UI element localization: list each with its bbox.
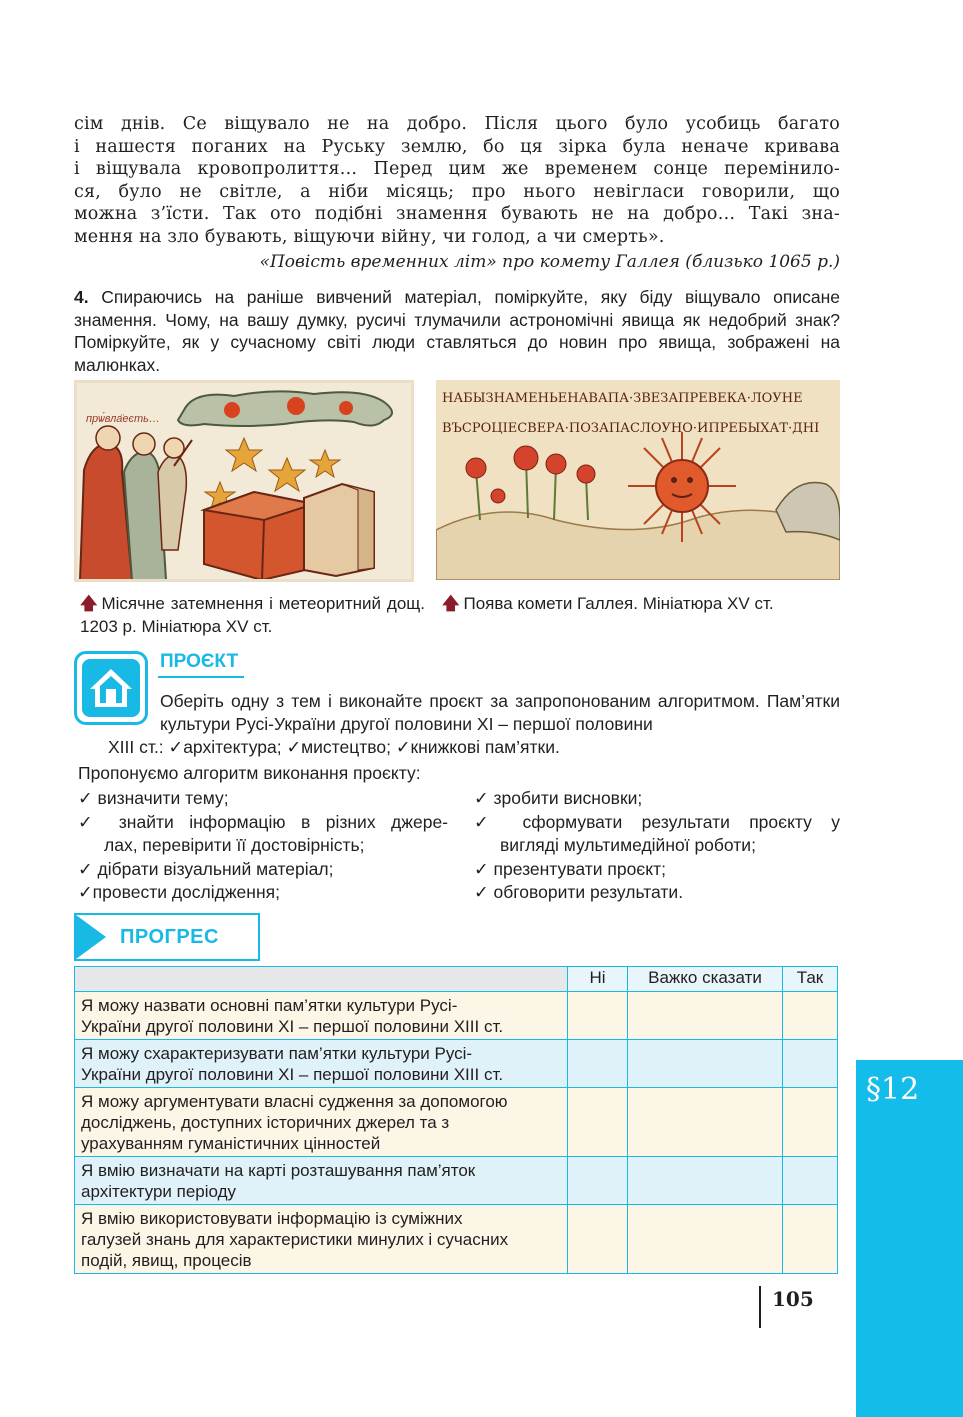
table-header-empty <box>75 967 568 992</box>
list-item: ✓ зробити висновки; <box>474 788 643 808</box>
project-home-icon <box>74 651 148 725</box>
right-image-caption <box>442 593 842 616</box>
row-text: Я можу схарактеризувати пам’ятки культури Русі- <box>81 1044 473 1063</box>
list-item: ✓ презентувати проєкт; <box>474 858 666 879</box>
algorithm-title: Пропонуємо алгоритм виконання проєкту: <box>78 763 421 783</box>
answer-cell-no[interactable] <box>568 992 628 1040</box>
algorithm-steps-left <box>78 787 448 905</box>
list-item: ✓ обговорити результати. <box>474 882 684 902</box>
answer-cell-yes[interactable] <box>783 1205 838 1274</box>
list-item: вигляді мультимедійної роботи; <box>500 835 756 855</box>
answer-cell-no[interactable] <box>568 1088 628 1157</box>
row-text: досліджень, доступних історичних джерел та з <box>81 1113 450 1132</box>
answer-cell-hard[interactable] <box>628 1205 783 1274</box>
miniature-lunar-eclipse-image <box>74 380 414 582</box>
self-assessment-table <box>74 966 838 1274</box>
answer-cell-hard[interactable] <box>628 992 783 1040</box>
row-text: Я можу аргументувати власні судження за допомогою <box>81 1092 508 1111</box>
answer-cell-no[interactable] <box>568 1205 628 1274</box>
list-item: ✓ дібрати візуальний матеріал; <box>78 858 334 879</box>
quote-source: «Повість временних літ» про комету Галлея (близько 1065 р.) <box>259 252 840 272</box>
project-intro-end: XIII ст.: ✓архітектура; ✓мистецтво; ✓книжкові пам’ятки. <box>108 737 560 757</box>
table-row <box>75 1157 838 1205</box>
up-arrow-icon: 🡅 <box>442 594 460 613</box>
answer-cell-no[interactable] <box>568 1157 628 1205</box>
right-caption-text: Поява комети Галлея. Мініатюра XV ст. <box>463 594 774 613</box>
row-text: Я вмію використовувати інформацію із суміжних <box>81 1209 463 1228</box>
section-sidebar <box>856 1060 963 1417</box>
section-number: §12 <box>866 1072 920 1107</box>
answer-cell-yes[interactable] <box>783 992 838 1040</box>
list-item: ✓провести дослідження; <box>78 882 280 902</box>
answer-cell-hard[interactable] <box>628 1040 783 1088</box>
answer-cell-hard[interactable] <box>628 1157 783 1205</box>
page-number: 105 <box>772 1287 814 1311</box>
answer-cell-yes[interactable] <box>783 1157 838 1205</box>
quote-line: ся, було не світле, а ніби місяць; про нього невігласи говорили, що <box>74 181 840 202</box>
table-header-no: Ні <box>568 967 628 992</box>
left-image-caption <box>80 593 425 638</box>
quote-line: і віщувала кровопролиття… Перед цим же временем сонце перемінило- <box>74 159 840 180</box>
row-text: галузей знань для характеристики минулих і сучасних <box>81 1230 509 1249</box>
row-text: архітектури періоду <box>81 1182 237 1201</box>
up-arrow-icon: 🡅 <box>80 594 98 613</box>
answer-cell-no[interactable] <box>568 1040 628 1088</box>
row-text: урахуванням гуманістичних цінностей <box>81 1134 381 1153</box>
table-header-yes: Так <box>783 967 838 992</box>
project-intro: Оберіть одну з тем і виконайте проєкт за запропонованим алгоритмом. Пам’ятки культури Русі-України другої половини XI – першої половини <box>160 691 840 734</box>
row-text: Я вмію визначати на карті розташування пам’яток <box>81 1161 476 1180</box>
table-header-row <box>75 967 838 992</box>
quote-line: мення на зло бувають, віщуючи війну, чи голод, а чи смерть». <box>74 226 665 247</box>
list-item: лах, перевірити її достовірність; <box>104 835 365 855</box>
task-number: 4. <box>74 287 89 307</box>
miniature-halley-comet-image <box>436 380 840 580</box>
task-4 <box>74 286 840 376</box>
quote-line: і нашестя поганих на Руську землю, бо ця зірка була неначе кривава <box>74 136 840 157</box>
right-inscription-2: ВЪСРОЦІЕСВЕРА·ПОЗАПАСЛОУНО·ИПРЕБЫХАТ·ДНІ <box>442 421 820 436</box>
quote-line: можна з’їсти. Так ото подібні знамення бувають не на добро… Такі зна- <box>74 204 840 225</box>
progress-heading <box>74 913 260 961</box>
left-inscription: прѡ́вла͏̈еєть… <box>86 413 160 425</box>
algorithm-steps-right <box>474 787 840 905</box>
answer-cell-yes[interactable] <box>783 1088 838 1157</box>
row-text: України другої половини XI – першої половини XIII ст. <box>81 1017 504 1036</box>
row-text: Я можу назвати основні пам’ятки культури Русі- <box>81 996 458 1015</box>
chronicle-quote <box>74 113 840 249</box>
project-title: ПРОЄКТ <box>160 651 239 672</box>
row-text: подій, явищ, процесів <box>81 1251 252 1270</box>
table-row <box>75 1205 838 1274</box>
list-item: ✓ сформувати результати проєкту у <box>474 811 840 832</box>
table-header-hard-to-say: Важко сказати <box>628 967 783 992</box>
arrow-marker-icon <box>76 915 106 959</box>
list-item: ✓ визначити тему; <box>78 788 229 808</box>
quote-line: сім днів. Се віщувало не на добро. Після цього було усобиць багато <box>74 114 840 134</box>
progress-title: ПРОГРЕС <box>120 926 219 948</box>
table-row <box>75 1040 838 1088</box>
table-row <box>75 992 838 1040</box>
task-text: Спираючись на раніше вивчений матеріал, поміркуйте, яку біду віщувало описане знамення. Чому, на вашу думку, русичі тлумачили астрономічні явища як недобрий знак? Поміркуйте, як у сучасному світі люди ставляться до новин про явища, зображені на малюнках. <box>74 287 840 375</box>
answer-cell-yes[interactable] <box>783 1040 838 1088</box>
project-title-underline <box>158 676 244 678</box>
right-inscription-1: НАБЫЗНАМЕНЬЕНАВАПА·ЗВЕЗАПРЕВЕКА·ЛОУНЕ <box>442 391 803 406</box>
row-text: України другої половини XI – першої половини XIII ст. <box>81 1065 504 1084</box>
list-item: ✓ знайти інформацію в різних джере- <box>78 811 448 832</box>
left-caption-text: Місячне затемнення і метеоритний дощ. 1203 р. Мініатюра XV ст. <box>80 594 425 636</box>
page-number-divider <box>759 1286 761 1328</box>
table-row <box>75 1088 838 1157</box>
answer-cell-hard[interactable] <box>628 1088 783 1157</box>
